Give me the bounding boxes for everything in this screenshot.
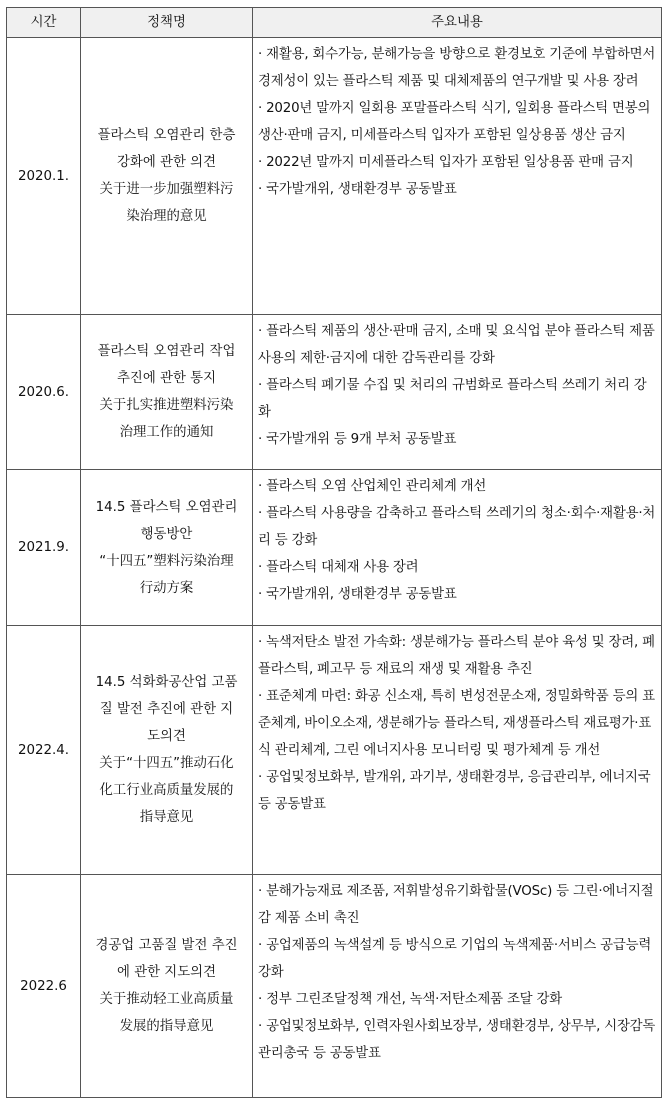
policy-name-chinese: 关于扎实推进塑料污染治理工作的通知 [99, 398, 234, 440]
row-content [253, 38, 662, 315]
policy-name-chinese: 关于“十四五”推动石化化工行业高质量发展的指导意见 [99, 756, 234, 825]
policy-name-chinese: “十四五”塑料污染治理行动方案 [99, 553, 234, 596]
content-item: · 분해가능재료 제조품, 저휘발성유기화합물(VOSc) 등 그린·에너지절감 제품 소비 촉진 [258, 884, 654, 926]
table-row [7, 315, 662, 470]
row-content [253, 470, 662, 626]
table-header-row [7, 8, 662, 38]
policy-table [6, 7, 662, 1098]
policy-name-chinese: 关于推动轻工业高质量发展的指导意见 [99, 992, 234, 1034]
content-item: · 국가발개위, 생태환경부 공동발표 [258, 587, 457, 602]
content-item: · 국가발개위 등 9개 부처 공동발표 [258, 432, 457, 447]
policy-name-korean: 플라스틱 오염관리 한층 강화에 관한 의견 [97, 128, 236, 170]
policy-name-korean: 경공업 고품질 발전 추진에 관한 지도의견 [95, 938, 238, 980]
content-item: · 공업및정보화부, 인력자원사회보장부, 생태환경부, 상무부, 시장감독관리총국 등 공동발표 [258, 1019, 656, 1061]
content-item: · 플라스틱 폐기물 수집 및 처리의 규범화로 플라스틱 쓰레기 처리 강화 [258, 378, 647, 420]
content-item: · 공업및정보화부, 발개위, 과기부, 생태환경부, 응급관리부, 에너지국 등 공동발표 [258, 770, 651, 812]
content-item: · 2022년 말까지 미세플라스틱 입자가 포함된 일상용품 판매 금지 [258, 155, 634, 170]
content-item: · 녹색저탄소 발전 가속화: 생분해가능 플라스틱 분야 육성 및 장려, 폐플라스틱, 폐고무 등 재료의 재생 및 재활용 추진 [258, 635, 655, 677]
content-item: · 정부 그린조달정책 개선, 녹색·저탄소제품 조달 강화 [258, 992, 562, 1007]
row-policy [81, 315, 253, 470]
table-row [7, 38, 662, 315]
table-row [7, 875, 662, 1098]
content-item: · 플라스틱 오염 산업체인 관리체계 개선 [258, 479, 487, 494]
content-item: · 국가발개위, 생태환경부 공동발표 [258, 182, 457, 197]
header-content: 주요내용 [253, 8, 662, 38]
table-row [7, 470, 662, 626]
row-content [253, 315, 662, 470]
policy-name-korean: 14.5 석화화공산업 고품질 발전 추진에 관한 지도의견 [95, 675, 238, 744]
policy-name-chinese: 关于进一步加强塑料污染治理的意见 [99, 182, 234, 224]
row-content [253, 875, 662, 1098]
content-item: · 플라스틱 제품의 생산·판매 금지, 소매 및 요식업 분야 플라스틱 제품 사용의 제한·금지에 대한 감독관리를 강화 [258, 324, 655, 366]
row-time: 2022.6 [7, 875, 81, 1098]
row-policy [81, 626, 253, 875]
policy-name-korean: 14.5 플라스틱 오염관리 행동방안 [95, 499, 238, 542]
row-time: 2020.1. [7, 38, 81, 315]
row-time: 2021.9. [7, 470, 81, 626]
header-policy: 정책명 [81, 8, 253, 38]
row-content [253, 626, 662, 875]
content-item: · 표준체계 마련: 화공 신소재, 특히 변성전문소재, 정밀화학품 등의 표준체계, 바이오소재, 생분해가능 플라스틱, 재생플라스틱 재료평가·표식 관리체계, 그린 에너지사용 모니터링 및 평가체계 등 개선 [258, 689, 655, 758]
row-policy [81, 875, 253, 1098]
content-item: · 플라스틱 사용량을 감축하고 플라스틱 쓰레기의 청소·회수·재활용·처리 등 강화 [258, 506, 656, 548]
row-policy [81, 38, 253, 315]
header-time: 시간 [7, 8, 81, 38]
row-policy [81, 470, 253, 626]
content-item: · 플라스틱 대체재 사용 장려 [258, 560, 419, 575]
content-item: · 2020년 말까지 일회용 포말플라스틱 식기, 일회용 플라스틱 면봉의 생산·판매 금지, 미세플라스틱 입자가 포함된 일상용품 생산 금지 [258, 101, 651, 143]
content-item: · 공업제품의 녹색설계 등 방식으로 기업의 녹색제품·서비스 공급능력 강화 [258, 938, 652, 980]
content-item: · 재활용, 회수가능, 분해가능을 방향으로 환경보호 기준에 부합하면서 경제성이 있는 플라스틱 제품 및 대체제품의 연구개발 및 사용 장려 [258, 47, 656, 89]
row-time: 2022.4. [7, 626, 81, 875]
row-time: 2020.6. [7, 315, 81, 470]
table-row [7, 626, 662, 875]
policy-name-korean: 플라스틱 오염관리 작업 추진에 관한 통지 [97, 344, 236, 386]
